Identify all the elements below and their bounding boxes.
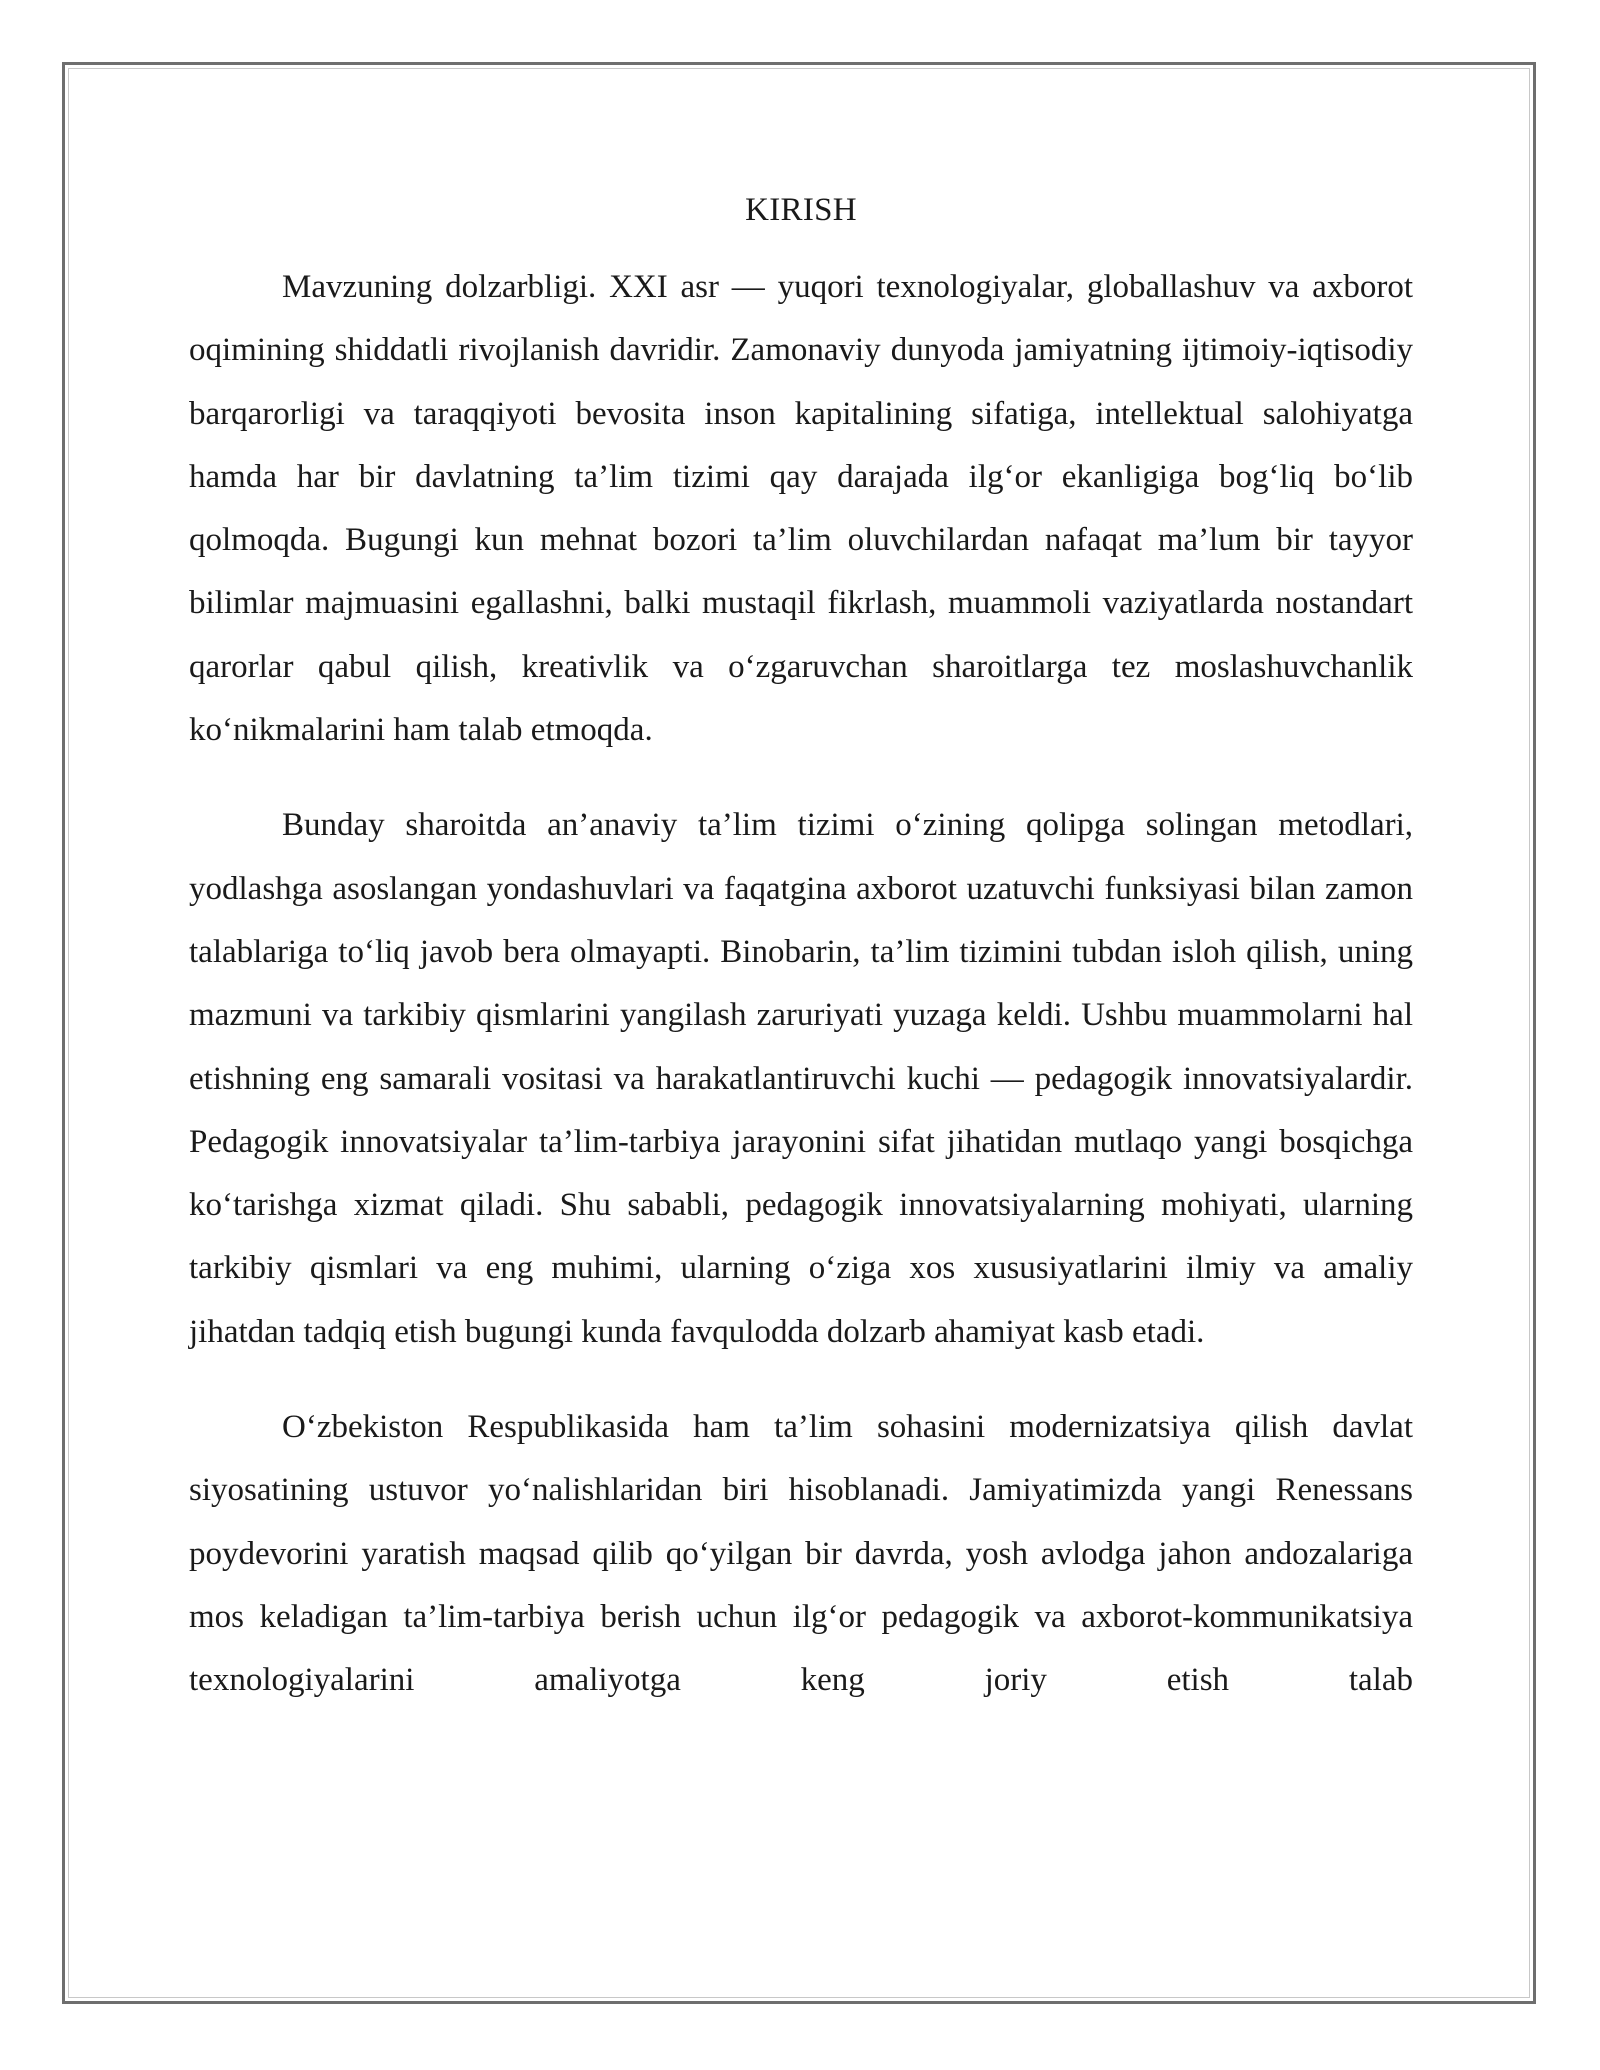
- paragraph-relevance: Mavzuning dolzarbligi. XXI asr — yuqori texnologiyalar, globallashuv va axborot oqimining shiddatli rivojlanish davridir. Zamonaviy dunyoda jamiyatning ijtimoiy-iqtisodiy barqarorligi va taraqqiyoti bevosita inson kapitalining sifatiga, intellektual salohiyatga hamda har bir davlatning ta’lim tizimi qay darajada ilg‘or ekanligiga bog‘liq bo‘lib qolmoqda. Bugungi kun mehnat bozori ta’lim oluvchilardan nafaqat ma’lum bir tayyor bilimlar majmuasini egallashni, balki mustaqil fikrlash, muammoli vaziyatlarda nostandart qarorlar qabul qilish, kreativlik va o‘zgaruvchan sharoitlarga tez moslashuvchanlik ko‘nikmalarini ham talab etmoqda.: [189, 269, 1413, 749]
- paragraph-uzbekistan: O‘zbekiston Respublikasida ham ta’lim sohasini modernizatsiya qilish davlat siyosatining ustuvor yo‘nalishlaridan biri hisoblanadi. Jamiyatimizda yangi Renessans poydevorini yaratish maqsad qilib qo‘yilgan bir davrda, yosh avlodga jahon andozalariga mos keladigan ta’lim-tarbiya berish uchun ilg‘or pedagogik va axborot-kommunikatsiya texnologiyalarini amaliyotga keng joriy etish talab: [189, 1409, 1413, 1699]
- paragraph-traditional-education: Bunday sharoitda an’anaviy ta’lim tizimi o‘zining qolipga solingan metodlari, yodlashga asoslangan yondashuvlari va faqatgina axborot uzatuvchi funksiyasi bilan zamon talablariga to‘liq javob bera olmayapti. Binobarin, ta’lim tizimini tubdan isloh qilish, uning mazmuni va tarkibiy qismlarini yangilash zaruriyati yuzaga keldi. Ushbu muammolarni hal etishning eng samarali vositasi va harakatlantiruvchi kuchi — pedagogik innovatsiyalardir. Pedagogik innovatsiyalar ta’lim-tarbiya jarayonini sifat jihatidan mutlaqo yangi bosqichga ko‘tarishga xizmat qiladi. Shu sababli, pedagogik innovatsiyalarning mohiyati, ularning tarkibiy qismlari va eng muhimi, ularning o‘ziga xos xususiyatlarini ilmiy va amaliy jihatdan tadqiq etish bugungi kunda favqulodda dolzarb ahamiyat kasb etadi.: [189, 807, 1413, 1350]
- document-body: [189, 186, 1413, 1713]
- section-heading: KIRISH: [745, 192, 857, 228]
